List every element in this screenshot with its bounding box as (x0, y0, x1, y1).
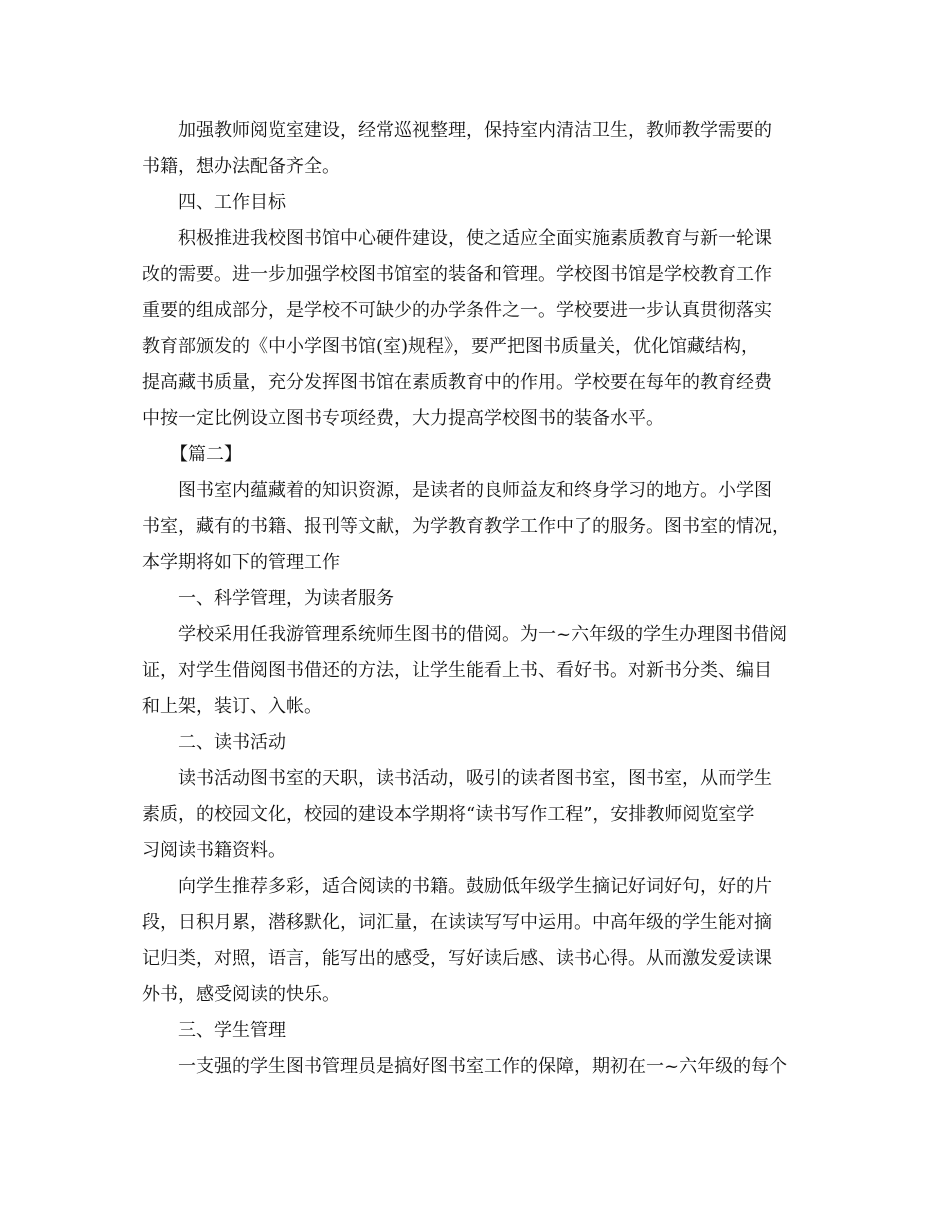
paragraph-line: 书籍，想办法配备齐全。 (142, 156, 340, 177)
document-body (142, 113, 807, 1085)
paragraph-line: 加强教师阅览室建设，经常巡视整理，保持室内清洁卫生，教师教学需要的 (178, 120, 772, 141)
paragraph-line: 外书，感受阅读的快乐。 (142, 984, 340, 1005)
paragraph-line: 重要的组成部分，是学校不可缺少的办学条件之一。学校要进一步认真贯彻落实 (142, 300, 772, 321)
paragraph-line: 书室，藏有的书籍、报刊等文献，为学教育教学工作中了的服务。图书室的情况， (142, 516, 790, 537)
paragraph-line: 改的需要。进一步加强学校图书馆室的装备和管理。学校图书馆是学校教育工作 (142, 264, 772, 285)
paragraph-line: 教育部颁发的《中小学图书馆(室)规程》，要严把图书质量关，优化馆藏结构， (142, 336, 760, 357)
part-heading: 【篇二】 (170, 444, 242, 465)
paragraph-line: 素质，的校园文化，校园的建设本学期将“读书写作工程”，安排教师阅览室学 (142, 804, 755, 825)
paragraph-line: 记归类，对照，语言，能写出的感受，写好读后感、读书心得。从而激发爱读课 (142, 948, 772, 969)
section-heading: 三、学生管理 (178, 1020, 286, 1041)
paragraph-line: 学校采用任我游管理系统师生图书的借阅。为一~六年级的学生办理图书借阅 (178, 624, 788, 645)
paragraph-line: 习阅读书籍资料。 (142, 840, 286, 861)
paragraph-line: 段，日积月累，潜移默化，词汇量，在读读写写中运用。中高年级的学生能对摘 (142, 912, 772, 933)
paragraph-line: 读书活动图书室的天职，读书活动，吸引的读者图书室，图书室，从而学生 (178, 768, 772, 789)
paragraph-line: 证，对学生借阅图书借还的方法，让学生能看上书、看好书。对新书分类、编目 (142, 660, 772, 681)
paragraph-line: 本学期将如下的管理工作 (142, 552, 340, 573)
section-heading: 四、工作目标 (178, 192, 286, 213)
section-heading: 二、读书活动 (178, 732, 286, 753)
paragraph-line: 一支强的学生图书管理员是搞好图书室工作的保障，期初在一~六年级的每个 (178, 1056, 788, 1077)
paragraph-line: 和上架，装订、入帐。 (142, 696, 322, 717)
section-heading: 一、科学管理，为读者服务 (178, 588, 394, 609)
paragraph-line: 中按一定比例设立图书专项经费，大力提高学校图书的装备水平。 (142, 408, 664, 429)
paragraph-line: 图书室内蕴藏着的知识资源，是读者的良师益友和终身学习的地方。小学图 (178, 480, 772, 501)
paragraph-line: 积极推进我校图书馆中心硬件建设，使之适应全面实施素质教育与新一轮课 (178, 228, 772, 249)
paragraph-line: 向学生推荐多彩，适合阅读的书籍。鼓励低年级学生摘记好词好句，好的片 (178, 876, 772, 897)
paragraph-line: 提高藏书质量，充分发挥图书馆在素质教育中的作用。学校要在每年的教育经费 (142, 372, 772, 393)
